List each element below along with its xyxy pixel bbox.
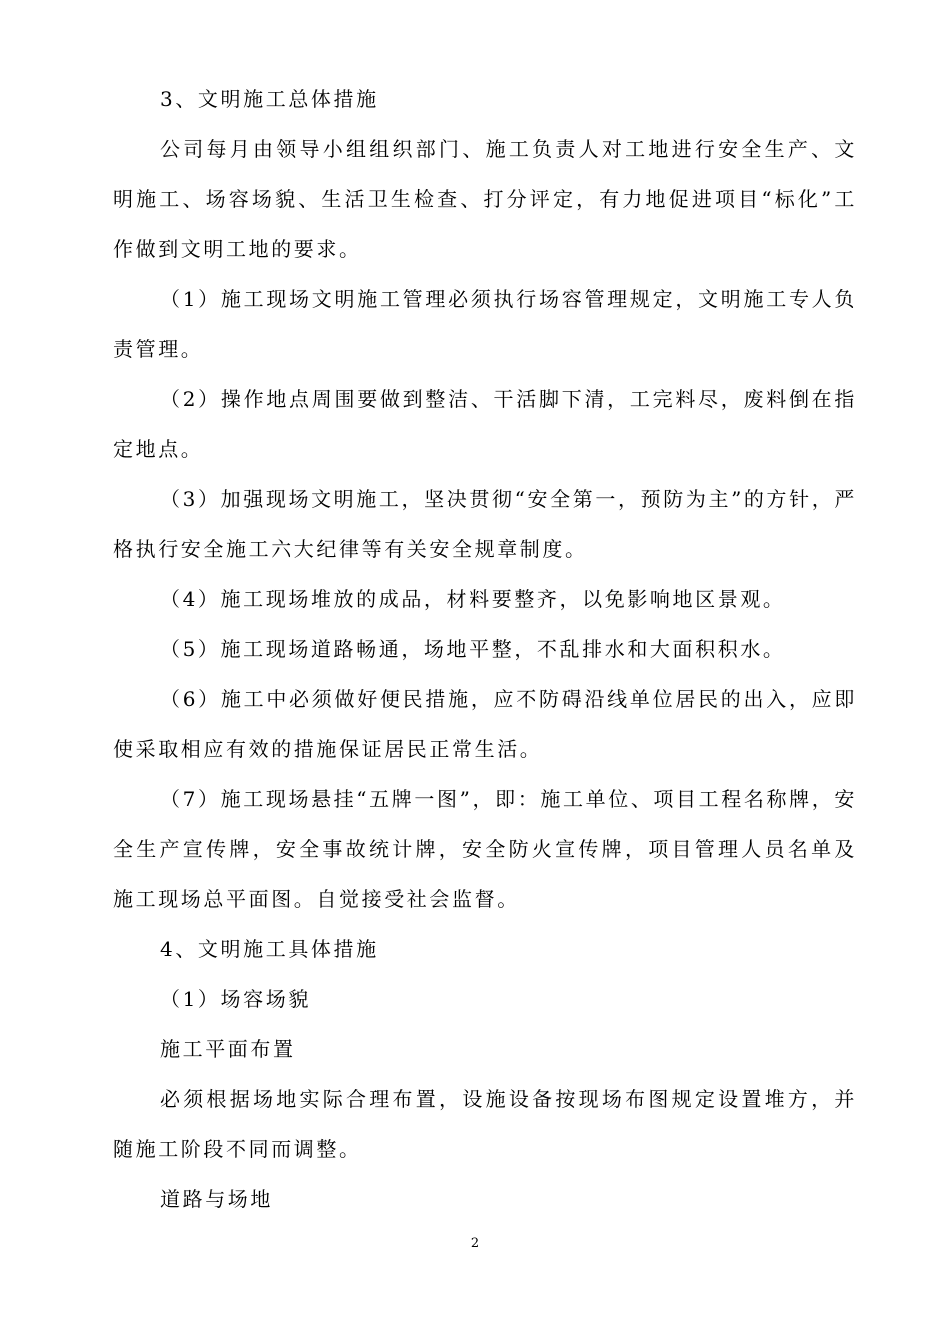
subheading-roads-and-site: 道路与场地	[160, 1187, 273, 1211]
list-item-2: （2）操作地点周围要做到整洁、干活脚下清，工完料尽，废料倒在指定地点。	[113, 387, 857, 461]
subsection-heading-site-appearance: （1）场容场貌	[160, 987, 311, 1011]
paragraph-monthly-inspection: 公司每月由领导小组组织部门、施工负责人对工地进行安全生产、文明施工、场容场貌、生活卫生检查、打分评定，有力地促进项目“标化”工作做到文明工地的要求。	[113, 137, 857, 261]
list-item-3: （3）加强现场文明施工，坚决贯彻“安全第一，预防为主”的方针，严格执行安全施工六大纪律等有关安全规章制度。	[113, 487, 857, 561]
section-heading-3: 3、文明施工总体措施	[160, 87, 379, 111]
list-item-7: （7）施工现场悬挂“五牌一图”，即：施工单位、项目工程名称牌，安全生产宣传牌，安全事故统计牌，安全防火宣传牌，项目管理人员名单及施工现场总平面图。自觉接受社会监督。	[113, 787, 857, 911]
section-heading-4: 4、文明施工具体措施	[160, 937, 379, 961]
list-item-6: （6）施工中必须做好便民措施，应不防碍沿线单位居民的出入，应即使采取相应有效的措施保证居民正常生活。	[113, 687, 857, 761]
list-item-5: （5）施工现场道路畅通，场地平整，不乱排水和大面积积水。	[160, 637, 786, 661]
paragraph-site-layout: 必须根据场地实际合理布置，设施设备按现场布图规定设置堆方，并随施工阶段不同而调整。	[113, 1087, 857, 1161]
list-item-1: （1）施工现场文明施工管理必须执行场容管理规定，文明施工专人负责管理。	[113, 287, 857, 361]
subheading-site-layout: 施工平面布置	[160, 1037, 296, 1061]
document-body	[113, 74, 857, 1224]
list-item-4: （4）施工现场堆放的成品，材料要整齐，以免影响地区景观。	[160, 587, 786, 611]
page-number: 2	[470, 1236, 480, 1251]
